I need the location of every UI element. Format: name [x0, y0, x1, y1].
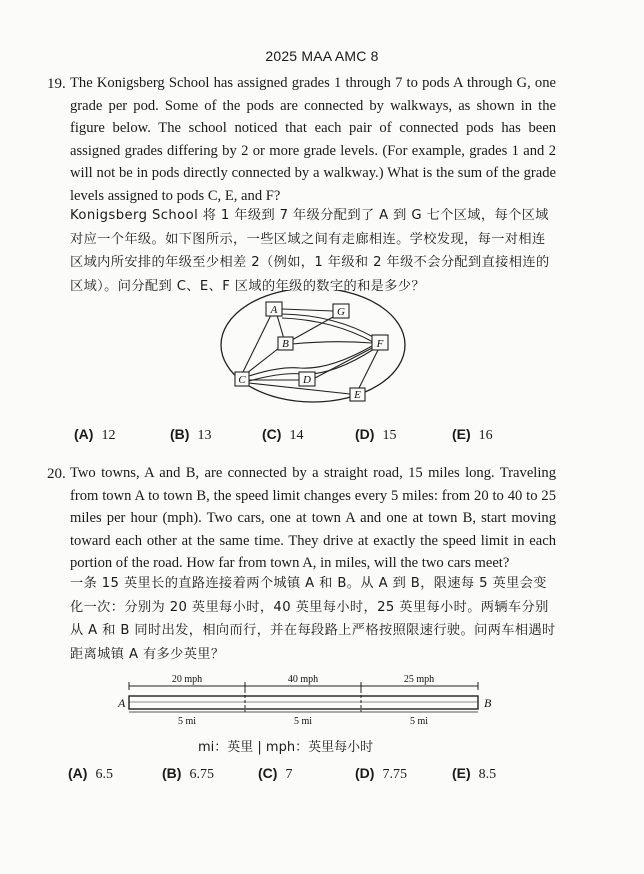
choice-d[interactable] [355, 426, 396, 444]
choice-value: 8.5 [478, 767, 497, 782]
question-19-number: 19. [47, 76, 66, 92]
choice-b[interactable] [170, 426, 211, 444]
pod-label-f: F [376, 338, 384, 350]
distance-label-segment-3: 5 mi [409, 716, 429, 727]
choice-value: 14 [289, 428, 304, 443]
choice-c[interactable] [258, 765, 292, 783]
pods-walkway-graph [0, 290, 644, 420]
pod-label-b: B [282, 338, 289, 350]
choice-b[interactable] [162, 765, 214, 783]
choice-value: 6.5 [95, 767, 113, 782]
town-a-label: A [118, 696, 126, 710]
choice-letter: (A) [74, 426, 94, 442]
choice-value: 12 [101, 428, 116, 443]
pod-label-e: E [354, 389, 361, 401]
choice-value: 6.75 [189, 767, 214, 782]
choice-letter: (D) [355, 426, 375, 442]
pod-label-a: A [270, 304, 278, 316]
page-header: 2025 MAA AMC 8 [265, 48, 379, 64]
road-diagram [0, 672, 644, 732]
choice-letter: (E) [452, 426, 471, 442]
choice-value: 13 [197, 428, 212, 443]
question-19-text-english: The Konigsberg School has assigned grades 1 through 7 to pods A through G, one grade per pod. Some of the pods are connected by walkways, as shown in the figure below. The school noticed that each pair of connected pods has been assigned grades differing by 2 or more grade levels. (For example, grades 1 and 2 will not be in pods directly connected by a walkway.) What is the sum of the grade levels assigned to pods C, E, and F? [70, 75, 556, 204]
distance-label-segment-1: 5 mi [177, 716, 197, 727]
question-20-number: 20. [47, 466, 66, 482]
town-b-label: B [484, 696, 492, 710]
choice-d[interactable] [355, 765, 407, 783]
pod-label-c: C [238, 374, 246, 386]
choice-letter: (D) [355, 765, 375, 781]
choice-a[interactable] [74, 426, 115, 444]
choice-letter: (B) [162, 765, 182, 781]
question-19-text-chinese: Konigsberg School 将 1 年级到 7 年级分配到了 A 到 G 七个区域，每个区域对应一个年级。如下图所示，一些区域之间有走廊相连。学校发现，每一对相连区域内所安排的年级至少相差 2（例如，1 年级和 2 年级不会分配到直接相连的区域）。问分配到 C、E、F 区域的年级的数字的和是多少？ [70, 208, 550, 294]
choice-letter: (A) [68, 765, 88, 781]
speed-label-segment-2: 40 mph [287, 674, 319, 685]
choice-e[interactable] [452, 765, 496, 783]
question-20-text-chinese: 一条 15 英里长的直路连接着两个城镇 A 和 B。从 A 到 B，限速每 5 英里会变化一次：分别为 20 英里每小时，40 英里每小时，25 英里每小时。两辆车分别从 A 和 B 同时出发，相向而行，并在每段路上严格按照限速行驶。问两车相遇时距离城镇 A 有多少英里？ [70, 576, 556, 662]
distance-label-segment-2: 5 mi [293, 716, 313, 727]
choice-a[interactable] [68, 765, 113, 783]
units-legend: mi：英里 | mph：英里每小时 [198, 740, 374, 755]
choice-letter: (B) [170, 426, 190, 442]
pod-label-g: G [337, 306, 345, 318]
choice-letter: (E) [452, 765, 471, 781]
pod-label-d: D [303, 374, 311, 386]
choice-value: 16 [478, 428, 493, 443]
question-20-text-english: Two towns, A and B, are connected by a straight road, 15 miles long. Traveling from town A to town B, the speed limit changes every 5 miles: from 20 to 40 to 25 miles per hour (mph). Two cars, one at town A and one at town B, start moving toward each other at the same time. They drive at exactly the speed limit in each portion of the road. How far from town A, in miles, will the two cars meet? [70, 465, 556, 572]
choice-e[interactable] [452, 426, 493, 444]
choice-value: 7.75 [382, 767, 407, 782]
speed-label-segment-3: 25 mph [403, 674, 435, 685]
choice-letter: (C) [262, 426, 282, 442]
choice-value: 7 [285, 767, 293, 782]
choice-value: 15 [382, 428, 397, 443]
choice-letter: (C) [258, 765, 278, 781]
speed-label-segment-1: 20 mph [171, 674, 203, 685]
choice-c[interactable] [262, 426, 303, 444]
